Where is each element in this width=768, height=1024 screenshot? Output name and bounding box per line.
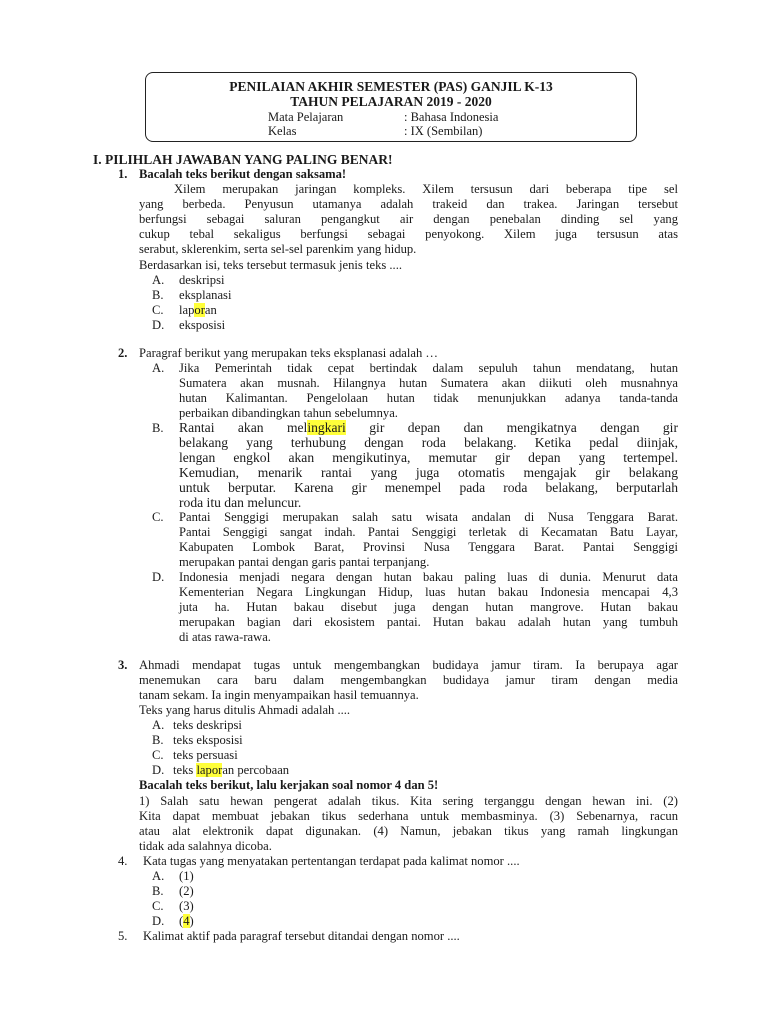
q1-passage-line: Xilem merupakan jaringan kompleks. Xilem tersusun dari beberapa tipe sel [174, 182, 678, 196]
q2-option-c-line: merupakan pantai dengan garis pantai terpanjang. [179, 555, 430, 569]
q1-option-letter: B. [152, 288, 164, 302]
q2-option-c-line: Pantai Senggigi merupakan salah satu wisata andalan di Nusa Tenggara Barat. [179, 510, 678, 524]
q2-option-letter: D. [152, 570, 165, 584]
q4-option-letter: B. [152, 884, 164, 898]
q1-option-letter: C. [152, 303, 164, 317]
q1-question: Berdasarkan isi, teks tersebut termasuk jenis teks .... [139, 258, 403, 272]
school-year: TAHUN PELAJARAN 2019 - 2020 [290, 94, 492, 109]
q1-passage-line: cukup tebal sekaligus berfungsi sebagai penyokong. Xilem juga tersusun atas [139, 227, 678, 241]
subject-label: Mata Pelajaran [268, 110, 344, 124]
exam-title: PENILAIAN AKHIR SEMESTER (PAS) GANJIL K-13 [229, 79, 553, 94]
q2-option-d-line: Kementerian Negara Lingkungan Hidup, luas hutan bakau Indonesia mencapai 4,3 [179, 585, 678, 599]
q2-option-c-line: Kabupaten Lombok Barat, Provinsi Nusa Tenggara Barat. Pantai Senggigi [179, 540, 678, 554]
passage2-line: atau alat elektronik dapat digunakan. (4) Namun, jebakan tikus yang ramah lingkungan [139, 824, 678, 838]
q5-number: 5. [118, 929, 128, 943]
q2-option-b-line: untuk berputar. Karena gir menempel pada roda belakang, berputarlah [179, 480, 678, 495]
q2-option-b-line: Kemudian, menarik rantai yang juga otomatis mengajak gir belakang [179, 465, 678, 480]
q2-option-d-line: juta ha. Hutan bakau disebut juga dengan hutan mangrove. Hutan bakau [179, 600, 678, 614]
highlight-mark: ingkari [307, 420, 346, 435]
q2-option-letter: C. [152, 510, 164, 524]
q4-option-b: (2) [179, 884, 194, 898]
q2-option-letter: B. [152, 421, 164, 435]
q3-line: Ahmadi mendapat tugas untuk mengembangkan budidaya jamur tiram. Ia berupaya agar [139, 658, 678, 672]
q2-option-a-line: Jika Pemerintah tidak cepat bertindak dalam sepuluh tahun mendatang, hutan [179, 361, 678, 375]
q1-option-letter: A. [152, 273, 165, 287]
q4-number: 4. [118, 854, 128, 868]
q1-option-d: eksposisi [179, 318, 226, 332]
q1-option-a: deskripsi [179, 273, 225, 287]
q1-instruction: Bacalah teks berikut dengan saksama! [139, 167, 347, 181]
q1-passage-line: serabut, sklerenkim, serta sel-sel parenkim yang hidup. [139, 242, 417, 256]
highlight-mark: or [194, 303, 205, 317]
q1-option-b: eksplanasi [179, 288, 232, 302]
q3-option-letter: D. [152, 763, 165, 777]
q3-number: 3. [118, 658, 128, 672]
q2-option-c-line: Pantai Senggigi sangat indah. Pantai Senggigi terletak di Kecamatan Batu Layar, [179, 525, 678, 539]
q2-option-b-line: roda itu dan meluncur. [179, 495, 302, 510]
q4-option-c: (3) [179, 899, 194, 913]
q3-question: Teks yang harus ditulis Ahmadi adalah .... [139, 703, 351, 717]
q4-option-letter: C. [152, 899, 164, 913]
subject-value: : Bahasa Indonesia [404, 110, 499, 124]
q3-option-letter: C. [152, 748, 164, 762]
passage2-instruction: Bacalah teks berikut, lalu kerjakan soal nomor 4 dan 5! [139, 778, 439, 792]
q4-option-letter: D. [152, 914, 165, 928]
q1-option-c: laporan [179, 303, 217, 317]
passage2-line: Kita dapat membuat jebakan tikus sederhana untuk membasminya. (3) Sebenarnya, racun [139, 809, 678, 823]
q1-option-letter: D. [152, 318, 165, 332]
exam-header [145, 72, 637, 142]
q3-option-letter: A. [152, 718, 165, 732]
q1-passage-line: yang berbeda. Penyusun utamanya adalah trakeid dan trakea. Jaringan tersebut [139, 197, 678, 211]
q3-option-a: teks deskripsi [173, 718, 242, 732]
q2-option-d-line: di atas rawa-rawa. [179, 630, 271, 644]
q2-option-a-line: Sumatera akan musnah. Hilangnya hutan Sumatera akan diikuti oleh musnahnya [179, 376, 678, 390]
q2-option-b-line: lengan engkol akan mengikutinya, memutar gir depan yang tertempel. [179, 450, 678, 465]
q2-option-a-line: hutan Kalimantan. Pengelolaan hutan tidak menunjukkan adanya tanda-tanda [179, 391, 678, 405]
q4-option-letter: A. [152, 869, 165, 883]
q5-question: Kalimat aktif pada paragraf tersebut ditandai dengan nomor .... [143, 929, 460, 943]
q4-question: Kata tugas yang menyatakan pertentangan terdapat pada kalimat nomor .... [143, 854, 520, 868]
q3-option-b: teks eksposisi [173, 733, 243, 747]
q2-option-letter: A. [152, 361, 165, 375]
class-value: : IX (Sembilan) [404, 124, 483, 138]
q2-option-d-line: merupakan bagian dari ekosistem pantai. Hutan bakau adalah hutan yang tumbuh [179, 615, 678, 629]
q2-option-b-line: belakang yang terhubung dengan roda belakang. Ketika pedal diinjak, [179, 435, 678, 450]
highlight-mark: lapor [196, 763, 223, 777]
q2-number: 2. [118, 346, 128, 360]
highlight-mark: 4 [183, 914, 190, 928]
passage2-line: tidak ada salahnya dicoba. [139, 839, 272, 853]
q4-option-d: (4) [179, 914, 194, 928]
q2-option-d-line: Indonesia menjadi negara dengan hutan bakau paling luas di dunia. Menurut data [179, 570, 678, 584]
q4-option-a: (1) [179, 869, 194, 883]
q2-question: Paragraf berikut yang merupakan teks eksplanasi adalah … [139, 346, 438, 360]
q3-line: tanam sekam. Ia ingin menyampaikan hasil temuannya. [139, 688, 419, 702]
section-title: I. PILIHLAH JAWABAN YANG PALING BENAR! [93, 152, 393, 167]
passage2-line: 1) Salah satu hewan pengerat adalah tikus. Kita sering terganggu dengan hewan ini. (2) [139, 794, 678, 808]
q3-option-d: teks laporan percobaan [173, 763, 290, 777]
q3-line: menemukan cara baru dalam mengembangkan budidaya jamur tiram dengan media [139, 673, 678, 687]
q3-option-letter: B. [152, 733, 164, 747]
q1-number: 1. [118, 167, 128, 181]
q3-option-c: teks persuasi [173, 748, 238, 762]
q2-option-a-line: perbaikan dibandingkan tahun sebelumnya. [179, 406, 398, 420]
class-label: Kelas [268, 124, 297, 138]
q1-passage-line: berfungsi sebagai saluran pengangkut air dengan penebalan dinding sel yang [139, 212, 678, 226]
q2-option-b-line: Rantai akan melingkari gir depan dan mengikatnya dengan gir [179, 420, 678, 435]
